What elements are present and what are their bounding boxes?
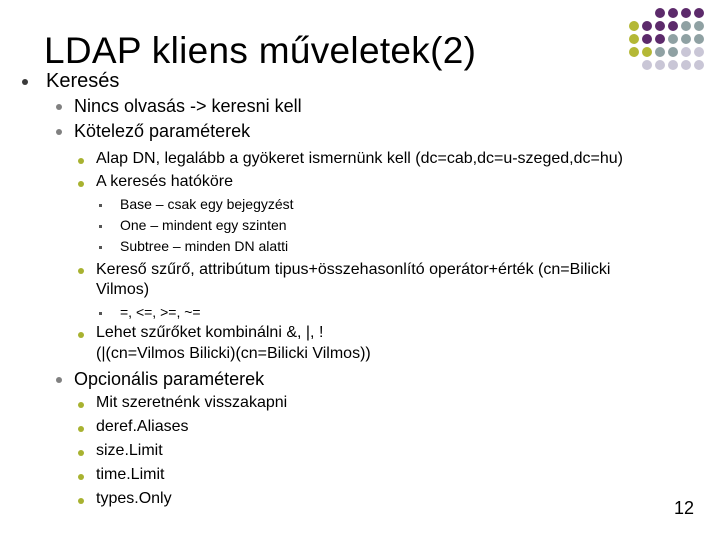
decorative-dot xyxy=(629,47,639,57)
list-item: Keresés xyxy=(46,70,120,92)
list-item: Vilmos) xyxy=(96,281,150,298)
decorative-dot xyxy=(681,21,691,31)
list-item: Mit szeretnénk visszakapni xyxy=(96,394,288,411)
decorative-dot xyxy=(681,34,691,44)
decorative-dot xyxy=(629,21,639,31)
decorative-dot xyxy=(655,60,665,70)
bullet-icon xyxy=(99,246,102,249)
decorative-dot xyxy=(642,47,652,57)
list-item: deref.Aliases xyxy=(96,418,189,435)
bullet-icon xyxy=(99,204,102,207)
list-item: Subtree – minden DN alatti xyxy=(120,238,289,254)
decorative-dot xyxy=(642,60,652,70)
list-item: Base – csak egy bejegyzést xyxy=(120,196,294,212)
list-item: Lehet szűrőket kombinálni &, |, ! xyxy=(96,324,324,341)
bullet-icon xyxy=(78,474,84,480)
decorative-dot xyxy=(668,21,678,31)
decorative-dot xyxy=(655,47,665,57)
bullet-icon xyxy=(99,225,102,228)
decorative-dot xyxy=(694,21,704,31)
bullet-icon xyxy=(56,377,62,383)
bullet-icon xyxy=(22,79,28,85)
bullet-icon xyxy=(78,332,84,338)
list-item: Kereső szűrő, attribútum tipus+összehasonlító operátor+érték (cn=Bilicki xyxy=(96,261,611,278)
decorative-dot xyxy=(629,34,639,44)
decorative-dot xyxy=(642,21,652,31)
list-item: size.Limit xyxy=(96,442,163,459)
list-item: =, <=, >=, ~= xyxy=(120,304,201,320)
bullet-icon xyxy=(78,498,84,504)
decorative-dot xyxy=(655,8,665,18)
bullet-icon xyxy=(99,312,102,315)
bullet-icon xyxy=(56,104,62,110)
decorative-dot xyxy=(668,47,678,57)
decorative-dot xyxy=(668,8,678,18)
bullet-icon xyxy=(78,158,84,164)
decorative-dot xyxy=(668,34,678,44)
list-item: Kötelező paraméterek xyxy=(74,121,251,141)
decorative-dot xyxy=(681,47,691,57)
list-item: (|(cn=Vilmos Bilicki)(cn=Bilicki Vilmos)) xyxy=(96,345,371,362)
decorative-dot xyxy=(668,60,678,70)
bullet-icon xyxy=(78,402,84,408)
decorative-dot xyxy=(642,34,652,44)
bullet-icon xyxy=(56,129,62,135)
decorative-dot xyxy=(694,34,704,44)
bullet-icon xyxy=(78,450,84,456)
decorative-dot xyxy=(655,21,665,31)
bullet-icon xyxy=(78,426,84,432)
list-item: One – mindent egy szinten xyxy=(120,217,287,233)
decorative-dot xyxy=(655,34,665,44)
decorative-dot-grid xyxy=(616,8,716,84)
decorative-dot xyxy=(694,47,704,57)
bullet-icon xyxy=(78,268,84,274)
decorative-dot xyxy=(681,8,691,18)
decorative-dot xyxy=(694,60,704,70)
list-item: Opcionális paraméterek xyxy=(74,369,265,389)
list-item: types.Only xyxy=(96,490,172,507)
page-number: 12 xyxy=(674,498,695,518)
list-item: Nincs olvasás -> keresni kell xyxy=(74,96,302,116)
decorative-dot xyxy=(694,8,704,18)
list-item: A keresés hatóköre xyxy=(96,173,233,190)
list-item: Alap DN, legalább a gyökeret ismernünk kell (dc=cab,dc=u-szeged,dc=hu) xyxy=(96,150,623,167)
list-item: time.Limit xyxy=(96,466,165,483)
bullet-icon xyxy=(78,181,84,187)
slide-title: LDAP kliens műveletek(2) xyxy=(44,30,477,71)
decorative-dot xyxy=(681,60,691,70)
